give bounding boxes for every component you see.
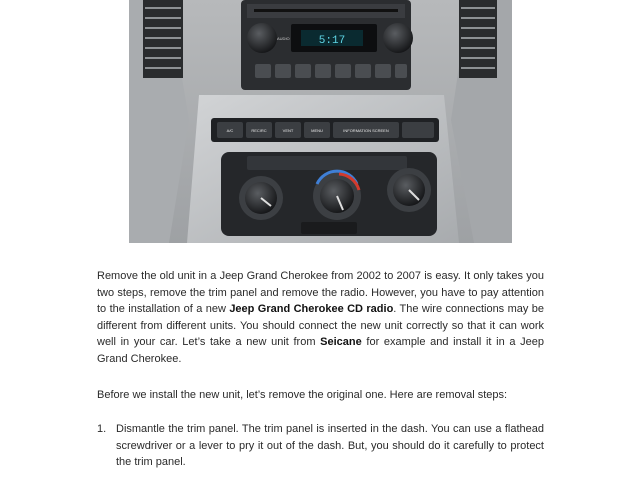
intro-text-2: . The wire connections may be different from different units. You should connect the new unit correctly so that it can work well in your car. Let’s take a new unit from: [97, 303, 544, 349]
svg-text:VENT: VENT: [282, 128, 294, 133]
brand-name-bold: Seicane: [320, 336, 362, 349]
removal-steps-list: [97, 421, 544, 471]
removal-intro-paragraph: Before we install the new unit, let’s remove the original one. Here are removal steps:: [97, 389, 508, 401]
step-number: 1.: [97, 423, 107, 435]
product-name-bold: Jeep Grand Cherokee CD radio: [229, 303, 394, 316]
svg-text:5:17: 5:17: [318, 35, 346, 47]
intro-paragraph: [97, 268, 544, 368]
svg-text:MENU: MENU: [311, 128, 323, 133]
step-text: Dismantle the trim panel. The trim panel is inserted in the dash. You can use a flathead screwdriver or a lever to pry it out of the dash. But, you should do it carefully to protect the trim panel.: [116, 423, 544, 469]
intro-text-3: for example and install it in a Jeep Grand Cherokee.: [97, 336, 544, 365]
left-air-vent: [143, 0, 183, 78]
intro-text-1: Remove the old unit in a Jeep Grand Cherokee from 2002 to 2007 is easy. It only takes you two steps, remove the trim panel and remove the radio. However, you have to pay attention to the installation of a new: [97, 270, 544, 316]
svg-text:AUDIO: AUDIO: [277, 36, 290, 41]
dashboard-photo: [129, 0, 512, 243]
cd-radio-unit: [241, 0, 413, 90]
list-item: [97, 421, 544, 471]
right-air-vent: [459, 0, 497, 78]
climate-control-panel: [221, 152, 437, 236]
control-button-strip: [211, 118, 439, 142]
svg-text:RECIRC: RECIRC: [251, 128, 267, 133]
svg-text:A/C: A/C: [226, 128, 234, 133]
svg-text:INFORMATION SCREEN: INFORMATION SCREEN: [343, 128, 389, 133]
